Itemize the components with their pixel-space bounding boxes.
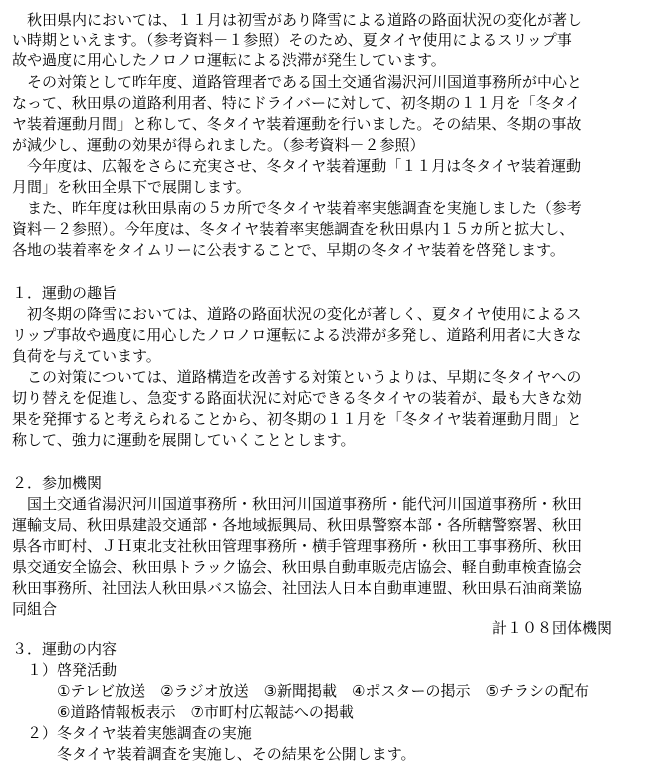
section3-sub1-heading: １）啓発活動 bbox=[12, 661, 118, 679]
section1-para1-line1: 初冬期の降雪においては、道路の路面状況の変化が著しく、夏タイヤ使用によるス bbox=[12, 305, 582, 323]
section3-sub1-items-line1: ①テレビ放送 ②ラジオ放送 ③新聞掲載 ④ポスターの掲示 ⑤チラシの配布 bbox=[12, 682, 589, 700]
section1-heading: １．運動の趣旨 bbox=[12, 284, 118, 302]
intro-para1-line3: 故や過度に用心したノロノロ運転による渋滞が発生しています。 bbox=[12, 51, 446, 69]
section1-para2-line4: 称して、強力に運動を展開していくこととします。 bbox=[12, 431, 356, 449]
section1-para2-line3: 果を発揮すると考えられることから、初冬期の１１月を「冬タイヤ装着運動月間」と bbox=[12, 410, 582, 428]
section3-sub2-text: 冬タイヤ装着調査を実施し、その結果を公開します。 bbox=[12, 745, 416, 763]
intro-para3-line1: 今年度は、広報をさらに充実させ、冬タイヤ装着運動「１１月は冬タイヤ装着運動 bbox=[12, 157, 581, 175]
section2-total: 計１０８団体機関 bbox=[491, 619, 612, 637]
section2-org-line2: 運輸支局、秋田県建設交通部・各地域振興局、秋田県警察本部・各所轄警察署、秋田 bbox=[12, 516, 583, 534]
section2-org-line1: 国土交通省湯沢河川国道事務所・秋田河川国道事務所・能代河川国道事務所・秋田 bbox=[12, 495, 583, 513]
section2-org-line6: 同組合 bbox=[12, 600, 58, 618]
section1-para1-line3: 負荷を与えています。 bbox=[12, 347, 161, 365]
intro-para2-line4: が減少し、運動の効果が得られました。（参考資料－２参照） bbox=[12, 136, 425, 154]
intro-para1-line1: 秋田県内においては、１１月は初雪があり降雪による道路の路面状況の変化が著し bbox=[12, 11, 583, 29]
intro-para2-line3: ヤ装着運動月間」と称して、冬タイヤ装着運動を行いました。その結果、冬期の事故 bbox=[12, 115, 582, 133]
section3-sub1-items-line2: ⑥道路情報板表示 ⑦市町村広報誌への掲載 bbox=[12, 703, 354, 721]
intro-para3-line2: 月間」を秋田全県下で展開します。 bbox=[12, 178, 251, 196]
section1-para2-line1: この対策については、道路構造を改善する対策というよりは、早期に冬タイヤへの bbox=[12, 368, 582, 386]
section3-sub2-heading: ２）冬タイヤ装着実態調査の実施 bbox=[12, 724, 252, 742]
intro-para4-line1: また、昨年度は秋田県南の５カ所で冬タイヤ装着率実態調査を実施しました（参考 bbox=[12, 199, 582, 217]
intro-para4-line2: 資料－２参照）。今年度は、冬タイヤ装着率実態調査を秋田県内１５カ所と拡大し、 bbox=[12, 220, 575, 238]
section2-heading: ２．参加機関 bbox=[12, 474, 103, 492]
intro-para1-line2: い時期といえます。（参考資料－１参照）そのため、夏タイヤ使用によるスリップ事 bbox=[12, 31, 572, 49]
section1-para1-line2: リップ事故や過度に用心したノロノロ運転による渋滞が多発し、道路利用者に大きな bbox=[12, 326, 582, 344]
intro-para2-line2: なって、秋田県の道路利用者、特にドライバーに対して、初冬期の１１月を「冬タイ bbox=[12, 94, 581, 112]
intro-para2-line1: その対策として昨年度、道路管理者である国土交通省湯沢河川国道事務所が中心と bbox=[12, 73, 583, 91]
section2-org-line4: 県交通安全協会、秋田県トラック協会、秋田県自動車販売店協会、軽自動車検査協会 bbox=[12, 558, 582, 576]
section2-org-line3: 県各市町村、ＪＨ東北支社秋田管理事務所・横手管理事務所・秋田工事事務所、秋田 bbox=[12, 537, 583, 555]
section2-org-line5: 秋田事務所、社団法人秋田県バス協会、社団法人日本自動車連盟、秋田県石油商業協 bbox=[12, 579, 583, 597]
intro-para4-line3: 各地の装着率をタイムリーに公表することで、早期の冬タイヤ装着を啓発します。 bbox=[12, 241, 565, 259]
section1-para2-line2: 切り替えを促進し、急変する路面状況に対応できる冬タイヤの装着が、最も大きな効 bbox=[12, 389, 582, 407]
section3-heading: ３．運動の内容 bbox=[12, 640, 118, 658]
